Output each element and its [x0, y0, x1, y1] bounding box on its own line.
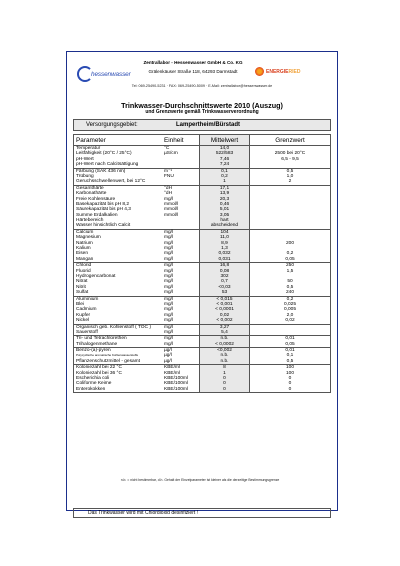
company-name: Zentrallabor - Hessenwasser GmbH & Co. KG — [143, 60, 243, 65]
hessenwasser-logo — [77, 66, 133, 84]
parameter-cell: Leitfähigkeit (20°C / 25°C) — [76, 151, 132, 157]
unit-cell: mmol/l — [164, 201, 179, 207]
parameter-cell: Wasser hinsichtlich Calcit — [76, 223, 131, 229]
unit-cell: KBE/100ml — [164, 376, 188, 382]
mean-value-cell: 7,46 — [219, 156, 230, 162]
unit-cell: mg/l — [164, 341, 174, 347]
parameter-cell: Trübung — [76, 173, 94, 179]
parameter-cell: Geruchsschwellenwert, bei 12°C — [76, 179, 146, 185]
mean-value-cell: n.b. — [220, 353, 229, 359]
parameter-cell: Aluminium — [76, 296, 99, 302]
mean-value-cell: < 0,0001 — [215, 307, 234, 313]
unit-cell: °C — [164, 146, 170, 151]
table-block — [74, 186, 330, 230]
unit-cell: mmol/l — [164, 207, 179, 213]
mean-value-cell: 5,01 — [219, 207, 230, 213]
footnote: n.b. = nicht bestimmbar, d.h. Gehalt der Einzelparameter ist kleiner als die derzeitige Bestimmungsgrenze — [120, 478, 280, 482]
parameter-cell: Escherichia coli — [76, 376, 110, 382]
mean-value-cell: 0 — [223, 376, 226, 382]
parameter-cell: Sulfat — [76, 290, 89, 296]
parameter-cell: Kupfer — [76, 312, 91, 318]
limit-cell: 2 — [288, 179, 292, 185]
parameter-cell: Chlorid — [76, 263, 92, 269]
table-row — [74, 179, 330, 184]
parameter-cell: Enterokokken — [76, 386, 106, 392]
unit-cell: mg/l — [164, 336, 174, 342]
parameter-cell: Cadmium — [76, 307, 97, 313]
header-limit: Grenzwert — [275, 137, 305, 144]
unit-cell: µg/l — [164, 348, 172, 354]
unit-cell: mg/l — [164, 256, 174, 262]
table-header — [74, 135, 330, 146]
table-block — [74, 230, 330, 263]
document-frame — [66, 51, 338, 516]
letterhead — [67, 52, 337, 102]
mean-value-cell: 3,05 — [219, 212, 230, 218]
parameter-cell: Hydrogencarbonat — [76, 273, 116, 279]
parameter-cell: Temperatur — [76, 146, 101, 151]
unit-cell: mg/l — [164, 312, 174, 318]
unit-cell: KBE/100ml — [164, 386, 188, 392]
mean-value-cell: <0,002 — [217, 348, 232, 354]
table-block — [74, 325, 330, 337]
mean-value-cell: 13,9 — [219, 191, 230, 197]
parameter-cell: Eisen — [76, 251, 88, 257]
sun-logo-icon — [255, 67, 264, 76]
hessenwasser-logo-text: hessenwasser — [91, 71, 131, 78]
water-values-table — [73, 134, 331, 393]
mean-value-cell: 522/583 — [215, 151, 234, 157]
unit-cell: KBE/ml — [164, 365, 180, 371]
table-block — [74, 169, 330, 186]
table-block — [74, 365, 330, 392]
parameter-cell: Koloniezahl bei 36 °C — [76, 370, 122, 376]
mean-value-cell: n.b. — [220, 336, 229, 342]
limit-cell: 0,2 — [286, 251, 294, 257]
table-block — [74, 146, 330, 169]
limit-cell: 0,01 — [285, 348, 295, 354]
parameter-cell: pH-Wert — [76, 156, 94, 162]
mean-value-cell: 104 — [220, 229, 229, 235]
limit-cell: 50 — [287, 279, 293, 285]
parameter-cell: Organisch geb. Kohlenstoff ( TOC ) — [76, 324, 151, 330]
mean-value-cell: 5,4 — [221, 329, 228, 335]
limit-cell: 0,1 — [286, 353, 294, 359]
unit-cell: FNU — [164, 173, 174, 179]
parameter-cell: Säurekapazität bis pH 4,3 — [76, 207, 131, 213]
unit-cell: µg/l — [164, 353, 172, 359]
mean-value-cell: 8,9 — [221, 240, 228, 246]
parameter-cell: Freie Kohlensäure — [76, 196, 116, 202]
limit-cell: 0 — [288, 376, 292, 382]
parameter-cell: Fluorid — [76, 268, 91, 274]
parameter-cell: Benzo-(a)-pyren — [76, 348, 111, 354]
table-row — [74, 223, 330, 228]
table-block — [74, 336, 330, 348]
header-unit: Einheit — [164, 137, 184, 144]
unit-cell: °dH — [164, 191, 173, 197]
parameter-cell: Gesamthärte — [76, 185, 104, 191]
mean-value-cell: 1 — [223, 370, 226, 376]
limit-cell: 0 — [288, 386, 292, 392]
mean-value-cell: 7,24 — [219, 162, 230, 168]
limit-cell: 240 — [285, 290, 294, 296]
mean-value-cell: 0 — [223, 386, 226, 392]
energieried-logo-text: ENERGIERIED — [266, 69, 301, 75]
limit-cell: 2,0 — [286, 312, 294, 318]
unit-cell: mg/l — [164, 290, 174, 296]
contact-line: Tel: 069-25490-5231 · FAX: 069-25490-5009 · E-Mail: zentrallabor@hessenwasser.de — [131, 84, 273, 88]
limit-cell: 250 — [285, 263, 294, 269]
mean-value-cell: 17,1 — [219, 185, 230, 191]
supply-area-value: Lampertheim/Bürstadt — [176, 122, 241, 128]
parameter-cell: Mangan — [76, 256, 94, 262]
parameter-cell: Pflanzenschutzmittel - gesamt — [76, 358, 140, 364]
unit-cell: µS/cm — [164, 151, 178, 157]
parameter-cell: Nitrat — [76, 279, 88, 285]
unit-cell: mg/l — [164, 196, 174, 202]
unit-cell: mg/l — [164, 229, 174, 235]
company-address: Grälenkäuser Straße 118, 64293 Darmstadt — [148, 69, 238, 74]
parameter-cell: Blei — [76, 301, 84, 307]
limit-cell: 1,5 — [286, 268, 294, 274]
mean-value-cell: < 0,002 — [216, 318, 233, 324]
unit-cell: mg/l — [164, 263, 174, 269]
limit-cell: 2500 bei 20°C — [274, 151, 306, 157]
table-block — [74, 348, 330, 365]
parameter-cell: Magnesium — [76, 235, 101, 241]
parameter-cell: Coliforme Keime — [76, 381, 112, 387]
parameter-cell: Nickel — [76, 318, 90, 324]
limit-cell: 0,2 — [286, 296, 294, 302]
limit-cell: 0,05 — [285, 256, 295, 262]
mean-value-cell: <0,03 — [218, 284, 231, 290]
mean-value-cell: 0,2 — [221, 173, 228, 179]
parameter-cell: Calcium — [76, 229, 94, 235]
unit-cell: mg/l — [164, 301, 174, 307]
parameter-cell: Koloniezahl bei 22 °C — [76, 365, 122, 371]
parameter-cell: Natrium — [76, 240, 93, 246]
parameter-cell: pH-Wert nach Calcitsättigung — [76, 162, 139, 168]
unit-cell: °dH — [164, 185, 173, 191]
mean-value-cell: n.b. — [220, 358, 229, 364]
mean-value-cell: 1,3 — [221, 246, 228, 252]
document-subtitle: und Grenzwerte gemäß Trinkwasserverordnung — [145, 109, 259, 115]
mean-value-cell: < 0,015 — [216, 296, 233, 302]
table-row — [74, 330, 330, 335]
table-body — [74, 146, 330, 392]
table-row — [74, 257, 330, 262]
mean-value-cell: 0,032 — [218, 251, 231, 257]
unit-cell: µg/l — [164, 358, 172, 364]
parameter-cell: Nitrit — [76, 284, 86, 290]
unit-cell: mg/l — [164, 279, 174, 285]
parameter-cell: Trihalogenmethane — [76, 341, 118, 347]
limit-cell: 200 — [285, 240, 294, 246]
mean-value-cell: 16,8 — [219, 263, 230, 269]
mean-value-cell: 0,031 — [218, 256, 231, 262]
parameter-cell: Karbonathärte — [76, 191, 107, 197]
mean-value-cell: 8 — [223, 365, 226, 371]
unit-cell: mg/l — [164, 246, 174, 252]
supply-area-box — [73, 119, 331, 131]
table-row — [74, 290, 330, 295]
unit-cell: mg/l — [164, 273, 174, 279]
limit-cell: 0,5 — [286, 168, 294, 174]
mean-value-cell: 1 — [223, 179, 226, 185]
mean-value-cell: 0,46 — [219, 201, 230, 207]
parameter-cell: Basekapazität bis pH 8,2 — [76, 201, 130, 207]
unit-cell: KBE/100ml — [164, 381, 188, 387]
energieried-logo — [255, 67, 337, 77]
mean-value-cell: 0 — [223, 381, 226, 387]
mean-value-cell: 53 — [221, 290, 228, 296]
mean-value-cell: 20,3 — [219, 196, 230, 202]
mean-value-cell: 0,02 — [219, 312, 230, 318]
mean-value-cell: hart — [220, 218, 229, 224]
mean-value-cell: < 0,0002 — [215, 341, 234, 347]
table-row — [74, 162, 330, 167]
unit-cell: mg/l — [164, 251, 174, 257]
limit-cell: 0,5 — [286, 284, 294, 290]
unit-cell: mg/l — [164, 307, 174, 313]
limit-cell: 0,05 — [285, 341, 295, 347]
header-parameter: Parameter — [76, 137, 106, 144]
table-block — [74, 297, 330, 325]
parameter-cell: Färbung (SAK 436 nm) — [76, 168, 126, 174]
unit-cell: mg/l — [164, 329, 174, 335]
table-block — [74, 263, 330, 296]
table-row — [74, 359, 330, 364]
unit-cell: mg/l — [164, 268, 174, 274]
unit-cell: mg/l — [164, 235, 174, 241]
parameter-cell: Tri- und Tetrachlorethen — [76, 336, 127, 342]
limit-cell: 100 — [285, 365, 294, 371]
mean-value-cell: 3,27 — [219, 324, 230, 330]
limit-cell: 6,5 - 9,5 — [281, 156, 299, 162]
limit-cell: 0,02 — [285, 318, 295, 324]
limit-cell: 100 — [285, 370, 294, 376]
unit-cell: mg/l — [164, 296, 174, 302]
unit-cell: KBE/ml — [164, 370, 180, 376]
limit-cell: 0,5 — [286, 358, 294, 364]
disinfection-notice: Das Trinkwasser wird mit Chlordioxid desinfiziert ! — [73, 508, 331, 518]
unit-cell: mg/l — [164, 318, 174, 324]
mean-value-cell: 11,0 — [220, 235, 229, 241]
limit-cell: 1,0 — [286, 173, 294, 179]
table-row — [74, 387, 330, 392]
mean-value-cell: 0,08 — [219, 268, 230, 274]
parameter-cell: Summe Erdalkalien — [76, 212, 118, 218]
parameter-cell: Kalium — [76, 246, 91, 252]
unit-cell: m⁻¹ — [164, 168, 173, 174]
limit-cell: 0,025 — [283, 301, 296, 307]
unit-cell: mg/l — [164, 324, 174, 330]
table-row — [74, 318, 330, 323]
parameter-cell: Härtebereich — [76, 218, 104, 224]
limit-cell: 0,01 — [285, 336, 295, 342]
mean-value-cell: abscheidend — [210, 223, 239, 229]
unit-cell: mg/l — [164, 240, 174, 246]
supply-area-label: Versorgungsgebiet: — [86, 122, 138, 128]
parameter-cell: Sauerstoff — [76, 329, 98, 335]
table-row — [74, 342, 330, 347]
header-mean: Mittelwert — [210, 137, 239, 144]
limit-cell: 0 — [288, 381, 292, 387]
parameter-cell: Polycyclische aromatische Kohlenwasserstoffe — [76, 353, 139, 358]
mean-value-cell: 302 — [220, 273, 229, 279]
mean-value-cell: 0,1 — [221, 168, 228, 174]
mean-value-cell: 0,7 — [221, 279, 228, 285]
mean-value-cell: < 0,001 — [216, 301, 233, 307]
document-title: Trinkwasser-Durchschnittswerte 2010 (Auszug) — [121, 101, 283, 110]
mean-value-cell: 14,0 — [219, 146, 230, 151]
limit-cell: 0,005 — [283, 307, 296, 313]
unit-cell: mmol/l — [164, 212, 179, 218]
unit-cell: mg/l — [164, 284, 174, 290]
